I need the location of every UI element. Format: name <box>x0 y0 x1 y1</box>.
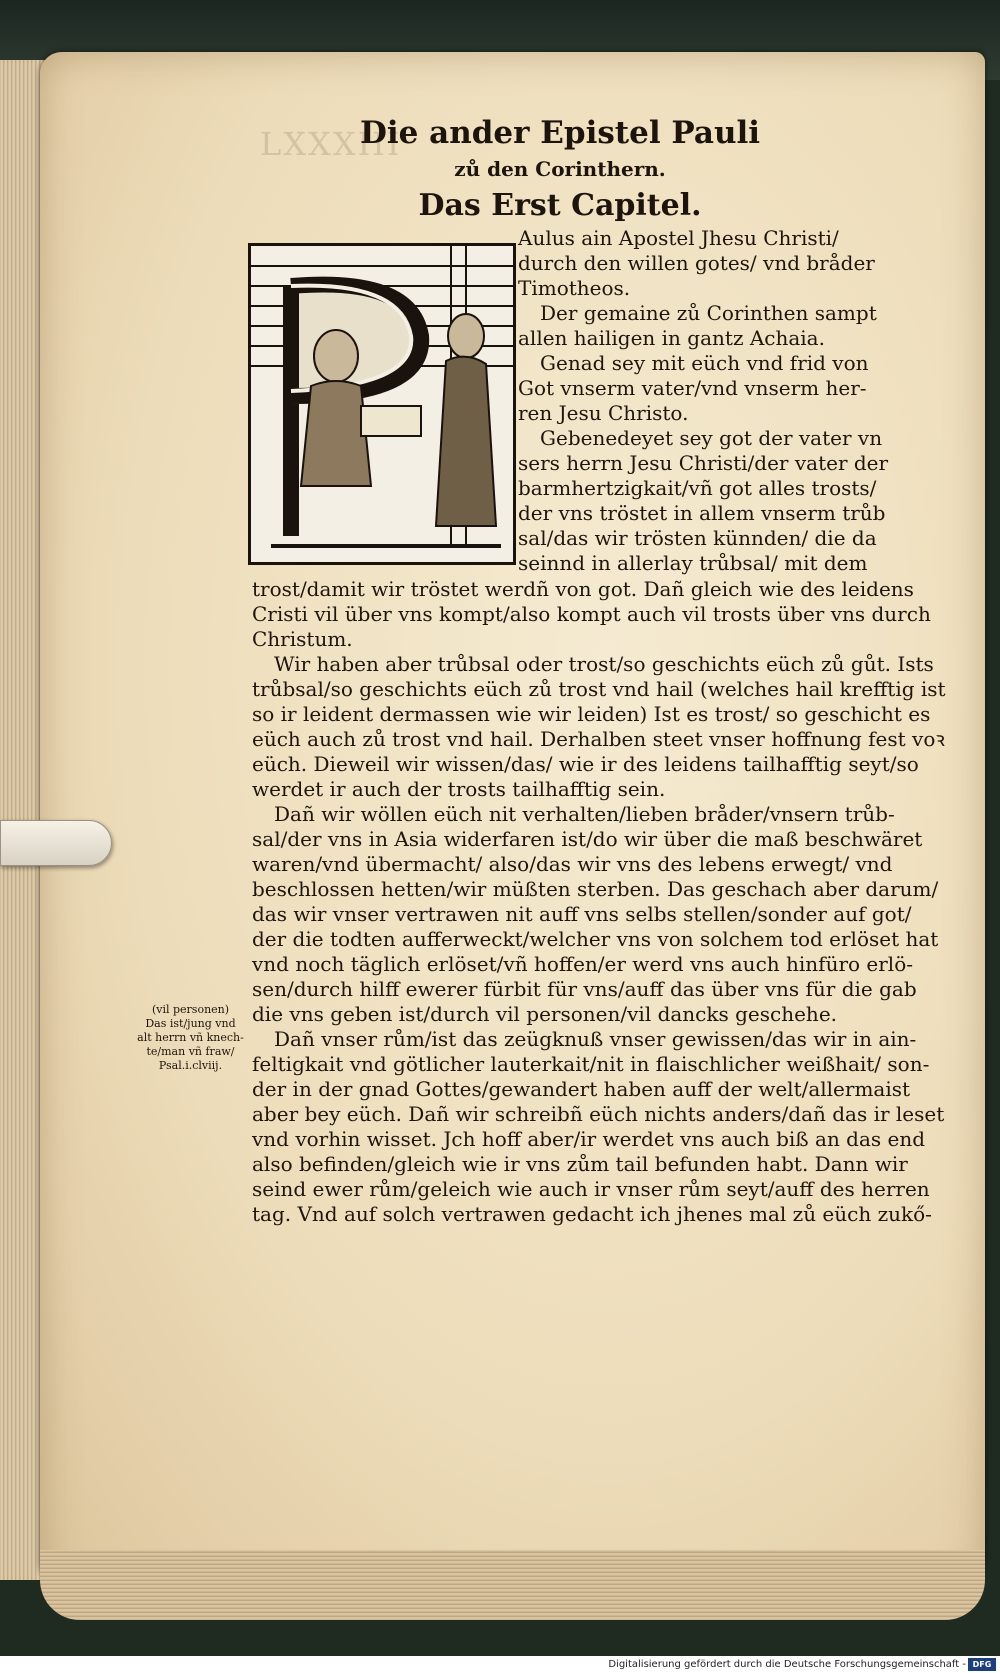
text-line: Aulus ain Apostel Jhesu Christi/ <box>518 226 839 250</box>
epistle-title: Die ander Epistel Pauli <box>359 115 761 151</box>
text-line: ren Jesu Christo. <box>518 401 689 425</box>
text-line: Timotheos. <box>518 276 631 300</box>
text-line: Dañ wir wöllen eüch nit verhalten/lieben bråder/vnsern trůb- <box>274 802 895 826</box>
text-line: waren/vnd übermacht/ also/das wir vns des lebens erwegt/ vnd <box>252 852 893 876</box>
text-line: Cristi vil über vns kompt/also kompt auch vil trosts über vns durch <box>252 602 931 626</box>
gloss-line: Das ist/jung vnd <box>145 1017 236 1030</box>
gloss-line: (vil personen) <box>151 1003 230 1016</box>
text-line: vnd vorhin wisset. Jch hoff aber/ir werdet vns auch biß an das end <box>252 1127 926 1151</box>
text-line: sal/der vns in Asia widerfaren ist/do wir über die maß beschwäret <box>252 827 923 851</box>
text-line: vnd noch täglich erlöset/vñ hoffen/er werd vns auch hinfüro erlö- <box>252 952 913 976</box>
marginal-gloss <box>133 1003 248 1073</box>
text-line: seinnd in allerlay trůbsal/ mit dem <box>518 551 868 575</box>
text-line: aber bey eüch. Dañ wir schreibñ eüch nichts anders/dañ das ir leset <box>252 1102 945 1126</box>
text-line: sen/durch hilff ewerer fürbit für vns/auff das über vns für die gab <box>252 977 917 1001</box>
text-line: seind ewer rům/geleich wie auch ir vnser rům seyt/auff des herren <box>252 1177 930 1201</box>
text-line: das wir vnser vertrawen nit auff vns selbs stellen/sonder auf got/ <box>252 902 912 926</box>
text-line: sal/das wir trösten künnden/ die da <box>518 526 877 550</box>
text-line: Gebenedeyet sey got der vater vn <box>540 426 883 450</box>
text-line: Wir haben aber trůbsal oder trost/so geschichts eüch zů gůt. Ists <box>274 652 934 676</box>
text-line: Genad sey mit eüch vnd frid von <box>540 351 869 375</box>
text-line: eüch auch zů trost vnd hail. Derhalben steet vnser hoffnung fest voꝛ <box>252 727 945 751</box>
text-line: Dañ vnser rům/ist das zeügknuß vnser gewissen/das wir in ain- <box>274 1027 917 1051</box>
chapter-heading: Das Erst Capitel. <box>418 188 702 223</box>
funding-credit: Digitalisierung gefördert durch die Deutsche Forschungsgemeinschaft - <box>608 1659 966 1670</box>
epistle-subtitle: zů den Corinthern. <box>454 157 666 181</box>
text-line: der vns tröstet in allem vnserm trůb <box>518 501 886 525</box>
text-line: durch den willen gotes/ vnd bråder <box>518 251 875 275</box>
footer-bar <box>0 1656 1000 1673</box>
text-line: der in der gnad Gottes/gewandert haben auff der welt/allermaist <box>252 1077 911 1101</box>
text-line: sers herrn Jesu Christi/der vater der <box>518 451 889 475</box>
text-line: werdet ir auch der trosts tailhafftig sein. <box>252 777 666 801</box>
dfg-logo: DFG <box>968 1658 996 1671</box>
gloss-line: Psal.i.clviij. <box>158 1059 223 1072</box>
gloss-line: alt herrn vñ knech- <box>137 1031 244 1044</box>
text-line: also befinden/gleich wie ir vns zům tail befunden habt. Dann wir <box>252 1152 908 1176</box>
text-line: allen hailigen in gantz Achaia. <box>518 326 825 350</box>
text-line: eüch. Dieweil wir wissen/das/ wie ir des leidens tailhafftig seyt/so <box>252 752 919 776</box>
text-line: Christum. <box>252 627 353 651</box>
text-line: die vns geben ist/durch vil personen/vil dancks geschehe. <box>252 1002 838 1026</box>
text-line: trůbsal/so geschichts eüch zů trost vnd hail (welches hail krefftig ist <box>252 677 946 701</box>
text-line: feltigkait vnd götlicher lauterkait/nit in flaischlicher weißhait/ son- <box>252 1052 930 1076</box>
text-line: Der gemaine zů Corinthen sampt <box>540 301 877 325</box>
gloss-line: te/man vñ fraw/ <box>146 1045 235 1058</box>
bleed-through-folio: LXXXIII <box>260 125 402 163</box>
text-line: Got vnserm vater/vnd vnserm her- <box>518 376 867 400</box>
woodcut-initial-p <box>248 243 516 565</box>
text-line: beschlossen hetten/wir müßten sterben. Das geschach aber darum/ <box>252 877 939 901</box>
woodcut-illustration <box>251 246 513 562</box>
text-line: barmhertzigkait/vñ got alles trosts/ <box>518 476 877 500</box>
text-line: trost/damit wir tröstet werdñ von got. Dañ gleich wie des leidens <box>252 577 914 601</box>
page-stack-bottom <box>40 1550 985 1620</box>
text-line: der die todten aufferweckt/welcher vns von solchem tod erlöset hat <box>252 927 939 951</box>
text-line: tag. Vnd auf solch vertrawen gedacht ich jhenes mal zů eüch zukő- <box>252 1202 932 1226</box>
text-line: so ir leident dermassen wie wir leiden) Ist es trost/ so geschicht es <box>252 702 931 726</box>
bookmark-strip <box>0 820 112 866</box>
